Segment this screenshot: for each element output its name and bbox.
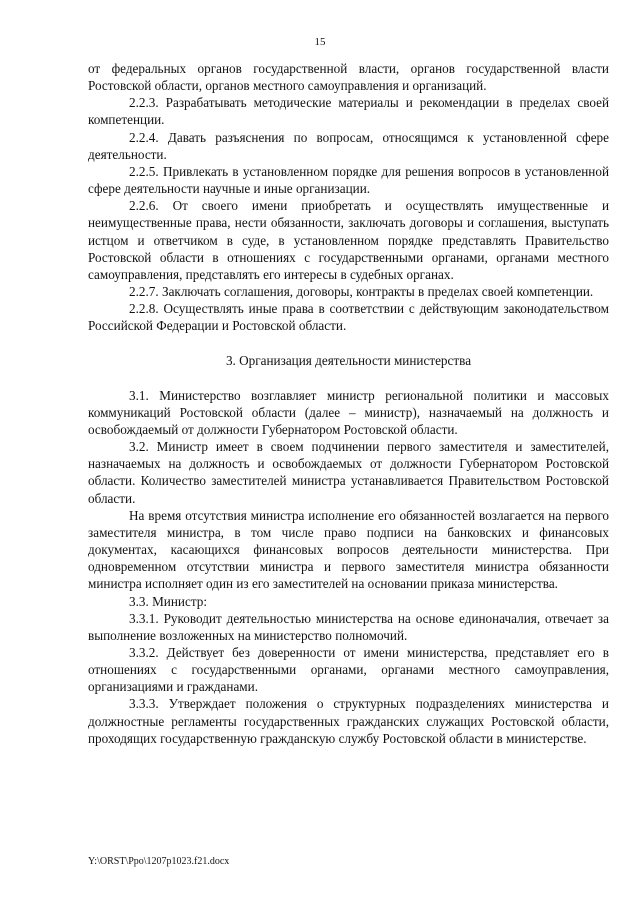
section-heading: 3. Организация деятельности министерства [225,352,472,368]
paragraph-3-1: 3.1. Министерство возглавляет министр региональной политики и массовых коммуникаций Ростовской области (далее – министр), назначаемый на должность и освобождаемый от должности Губернатором Ростовской области. [88,387,609,437]
paragraph-2-2-6: 2.2.6. От своего имени приобретать и осуществлять имущественные и неимущественные права, нести обязанности, заключать договоры и соглашения, выступать истцом и ответчиком в суде, в установленном порядке представлять Правительство Ростовской области в отношениях с государственными органами, органами местного самоуправления, представлять его интересы в судебных органах. [88,198,609,282]
page-number: 15 [314,36,326,48]
file-path-footer: Y:\ORST\Ppo\1207p1023.f21.docx [88,856,230,867]
paragraph-3-3-3: 3.3.3. Утверждает положения о структурных подразделениях министерства и должностные регламенты государственных гражданских служащих Ростовской области, проходящих государственную гражданскую службу Ростовской области в министерстве. [88,696,609,746]
paragraph-2-2-5: 2.2.5. Привлекать в установленном порядке для решения вопросов в установленной сфере деятельности научные и иные организации. [88,163,609,197]
paragraph-absence: На время отсутствия министра исполнение его обязанностей возлагается на первого заместителя министра, в том числе право подписи на банковских и финансовых документах, касающихся финансовых вопросов деятельности министерства. При одновременном отсутствии министра и первого заместителя министра обязанности министра исполняет один из его заместителей на основании приказа министерства. [88,507,609,592]
paragraph: от федеральных органов государственной власти, органов государственной власти Ростовской области, органов местного самоуправления и организаций. [88,61,609,94]
paragraph-2-2-7: 2.2.7. Заключать соглашения, договоры, контракты в пределах своей компетенции. [129,284,594,300]
paragraph-3-2: 3.2. Министр имеет в своем подчинении первого заместителя и заместителей, назначаемых на должность и освобождаемых от должности Губернатором Ростовской области. Количество заместителей министра устанавливается Правительством Ростовской области. [88,439,609,506]
paragraph-2-2-8: 2.2.8. Осуществлять иные права в соответствии с действующим законодательством Российской Федерации и Ростовской области. [88,301,609,334]
document-body [88,60,609,747]
paragraph-3-3-1: 3.3.1. Руководит деятельностью министерства на основе единоначалия, отвечает за выполнение возложенных на министерство полномочий. [88,610,609,643]
paragraph-2-2-4: 2.2.4. Давать разъяснения по вопросам, относящимся к установленной сфере деятельности. [88,129,609,162]
paragraph-3-3-2: 3.3.2. Действует без доверенности от имени министерства, представляет его в отношениях с государственными органами, органами местного самоуправления, организациями и гражданами. [88,645,609,695]
paragraph-2-2-3: 2.2.3. Разрабатывать методические материалы и рекомендации в пределах своей компетенции. [88,95,609,128]
paragraph-3-3: 3.3. Министр: [129,593,208,609]
